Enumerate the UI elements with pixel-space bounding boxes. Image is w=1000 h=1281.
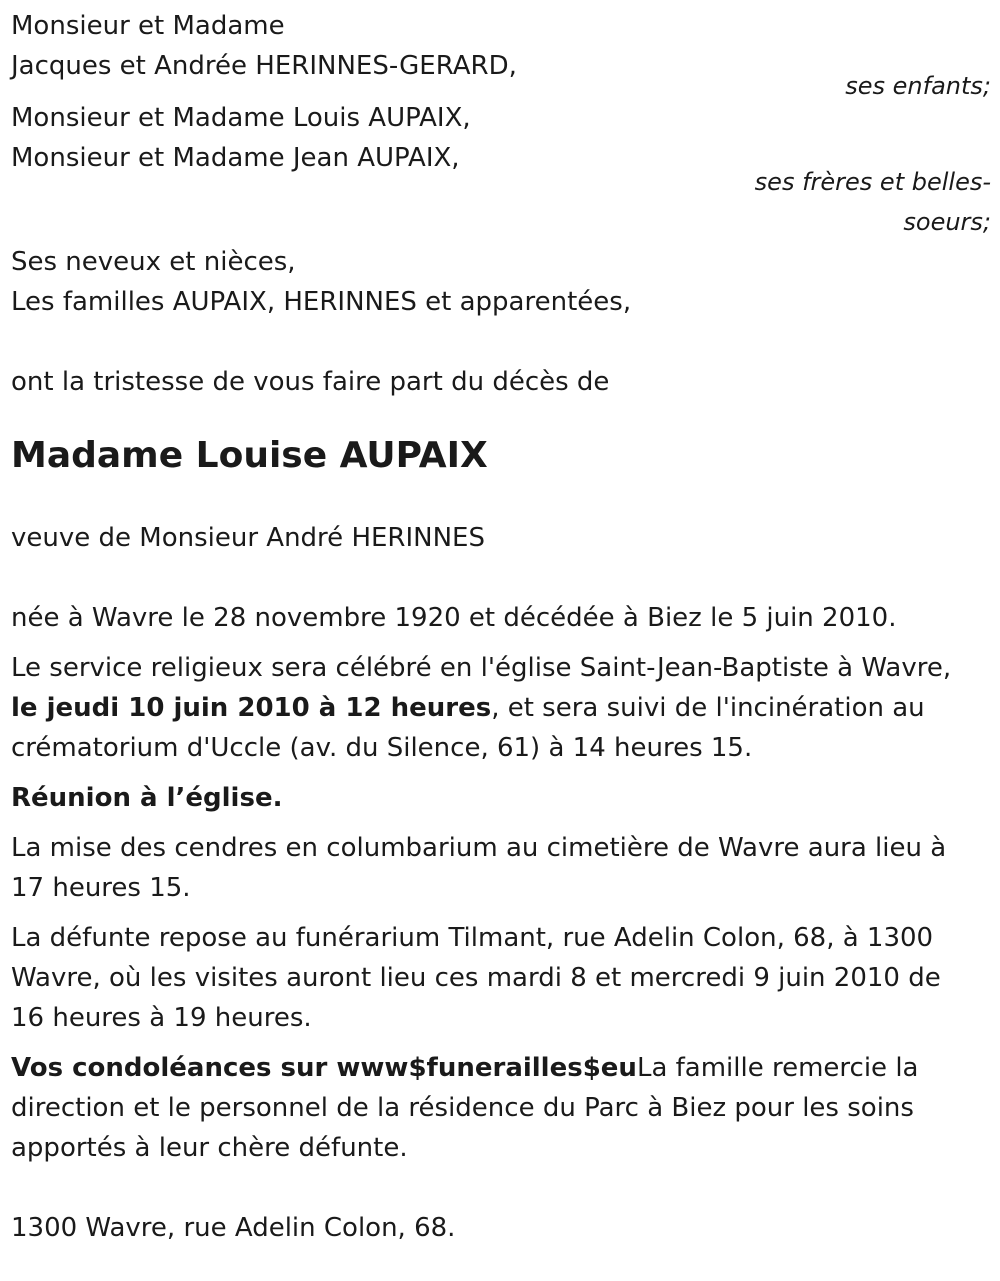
service-line-1: Le service religieux sera célébré en l'église Saint-Jean-Baptiste à Wavre, [11, 653, 952, 683]
service-line-3: crématorium d'Uccle (av. du Silence, 61) à 14 heures 15. [11, 733, 753, 763]
reunion-text: Réunion à l’église. [11, 783, 283, 813]
siblings-role-1: ses frères et belles- [754, 168, 991, 196]
children-line-2: Jacques et Andrée HERINNES-GERARD, [11, 51, 517, 81]
service-line-2 [11, 688, 991, 728]
service-date-bold: le jeudi 10 juin 2010 à 12 heures [11, 693, 492, 723]
service-paragraph [11, 648, 991, 768]
announcement-text: ont la tristesse de vous faire part du décès de [11, 367, 610, 397]
family-line-2: Les familles AUPAIX, HERINNES et apparentées, [11, 287, 632, 317]
condolences-line-1 [11, 1048, 991, 1088]
ashes-line-1: La mise des cendres en columbarium au cimetière de Wavre aura lieu à [11, 833, 947, 863]
siblings-line-2: Monsieur et Madame Jean AUPAIX, [11, 143, 460, 173]
siblings-role-2: soeurs; [903, 208, 991, 236]
condolences-paragraph [11, 1048, 991, 1168]
children-role: ses enfants; [845, 72, 991, 100]
funeral-home-paragraph [11, 918, 991, 1038]
condolences-line-2: direction et le personnel de la résidence du Parc à Biez pour les soins [11, 1093, 914, 1123]
ashes-paragraph [11, 828, 991, 908]
condolences-line-1-rest: La famille remercie la [636, 1053, 919, 1083]
widow-of-text: veuve de Monsieur André HERINNES [11, 523, 485, 553]
condolences-line-3: apportés à leur chère défunte. [11, 1133, 408, 1163]
service-line-2-rest: , et sera suivi de l'incinération au [491, 693, 925, 723]
obituary-document [11, 6, 991, 1248]
funeral-home-line-3: 16 heures à 19 heures. [11, 1003, 312, 1033]
address-text: 1300 Wavre, rue Adelin Colon, 68. [11, 1213, 456, 1243]
funeral-home-line-1: La défunte repose au funérarium Tilmant, rue Adelin Colon, 68, à 1300 [11, 923, 934, 953]
deceased-name: Madame Louise AUPAIX [11, 435, 488, 476]
family-line-1: Ses neveux et nièces, [11, 247, 296, 277]
condolences-website: Vos condoléances sur www$funerailles$eu [11, 1053, 637, 1083]
birth-death-text: née à Wavre le 28 novembre 1920 et décédée à Biez le 5 juin 2010. [11, 603, 897, 633]
siblings-line-1: Monsieur et Madame Louis AUPAIX, [11, 103, 471, 133]
funeral-home-line-2: Wavre, où les visites auront lieu ces mardi 8 et mercredi 9 juin 2010 de [11, 963, 941, 993]
children-line-1: Monsieur et Madame [11, 11, 285, 41]
ashes-line-2: 17 heures 15. [11, 873, 191, 903]
